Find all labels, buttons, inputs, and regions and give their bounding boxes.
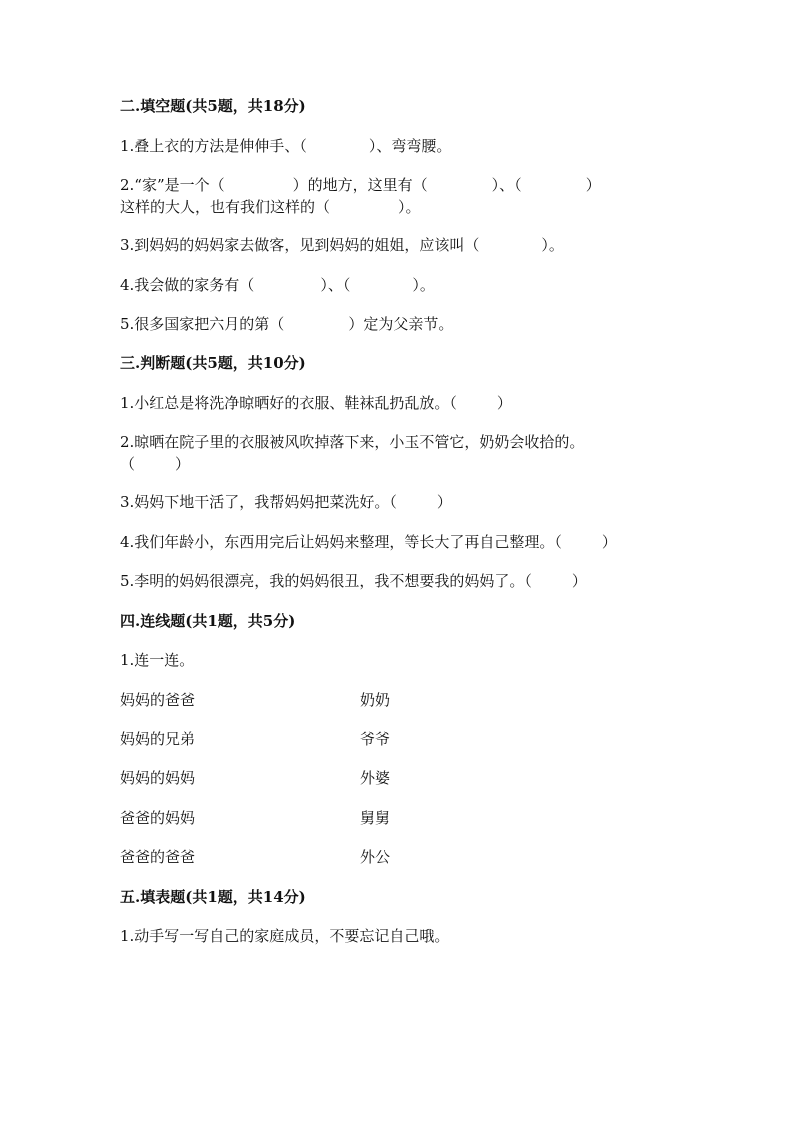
match-left: 爸爸的爸爸 — [120, 848, 196, 866]
question-judge-5: 5.李明的妈妈很漂亮，我的妈妈很丑，我不想要我的妈妈了。（ ） — [120, 572, 587, 590]
match-right: 奶奶 — [360, 691, 391, 709]
question-fill-4: 4.我会做的家务有（ ）、（ ）。 — [120, 276, 435, 294]
question-fill-2-line2: 这样的大人，也有我们这样的（ ）。 — [120, 198, 421, 216]
match-left: 妈妈的兄弟 — [120, 730, 196, 748]
match-right: 爷爷 — [360, 730, 391, 748]
match-row — [120, 767, 391, 789]
match-left: 爸爸的妈妈 — [120, 809, 196, 827]
section-heading-judge: 三.判断题(共5题，共10分) — [120, 354, 306, 372]
section-heading-match: 四.连线题(共1题，共5分) — [120, 612, 296, 630]
question-judge-1: 1.小红总是将洗净晾晒好的衣服、鞋袜乱扔乱放。（ ） — [120, 394, 512, 412]
match-left: 妈妈的爸爸 — [120, 691, 196, 709]
question-fill-5: 5.很多国家把六月的第（ ）定为父亲节。 — [120, 315, 454, 333]
match-right: 舅舅 — [360, 809, 391, 827]
question-judge-2: 2.晾晒在院子里的衣服被风吹掉落下来，小玉不管它，奶奶会收拾的。 — [120, 433, 585, 451]
question-judge-4: 4.我们年龄小，东西用完后让妈妈来整理，等长大了再自己整理。（ ） — [120, 533, 617, 551]
section-heading-table: 五.填表题(共1题，共14分) — [120, 888, 306, 906]
question-judge-3: 3.妈妈下地干活了，我帮妈妈把菜洗好。（ ） — [120, 493, 452, 511]
match-right: 外公 — [360, 848, 391, 866]
question-fill-1: 1.叠上衣的方法是伸伸手、（ ）、弯弯腰。 — [120, 137, 452, 155]
match-left: 妈妈的妈妈 — [120, 769, 196, 787]
question-judge-2-line2: （ ） — [120, 455, 191, 473]
match-row — [120, 728, 391, 750]
question-match-1: 1.连一连。 — [120, 651, 195, 669]
match-row — [120, 689, 391, 711]
match-right: 外婆 — [360, 769, 391, 787]
question-fill-3: 3.到妈妈的妈妈家去做客，见到妈妈的姐姐，应该叫（ ）。 — [120, 236, 564, 254]
question-fill-2: 2.“家”是一个（ ）的地方，这里有（ ）、（ ） — [120, 176, 601, 194]
question-table-1: 1.动手写一写自己的家庭成员，不要忘记自己哦。 — [120, 927, 450, 945]
match-row — [120, 846, 391, 868]
match-row — [120, 807, 391, 829]
section-heading-fill-blank: 二.填空题(共5题，共18分) — [120, 97, 306, 115]
